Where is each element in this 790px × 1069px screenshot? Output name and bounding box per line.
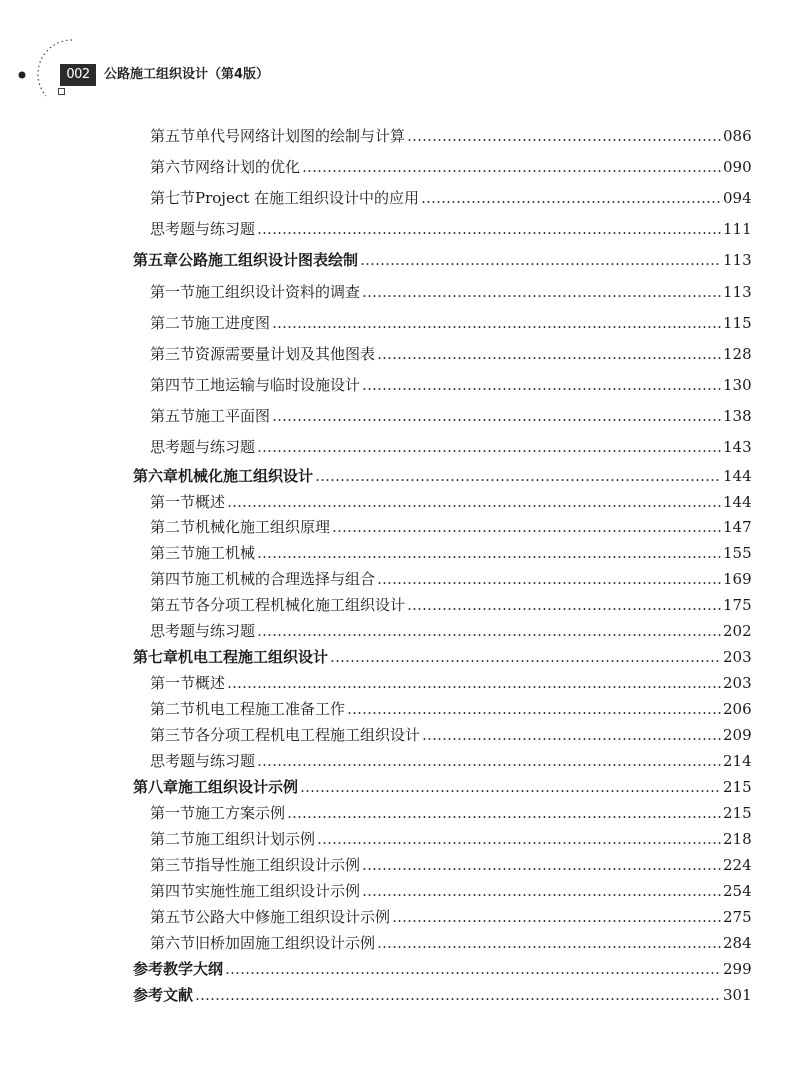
dot-leader	[362, 375, 721, 395]
toc-entry-title: 指导性施工组织设计示例	[195, 856, 361, 874]
toc-entry-page-number: 301	[723, 986, 752, 1004]
toc-entry-label: 第一节	[150, 804, 196, 822]
dot-leader	[332, 517, 721, 537]
toc-entry-title: 单代号网络计划图的绘制与计算	[195, 127, 406, 145]
toc-section-entry[interactable]	[150, 699, 751, 719]
header-ornament	[0, 0, 140, 110]
toc-entry-label: 第二节	[150, 518, 196, 536]
toc-entry-label: 第一节	[150, 493, 196, 511]
toc-entry-title: 施工组织设计资料的调查	[195, 283, 361, 301]
toc-entry-page-number: 115	[723, 314, 752, 332]
dot-leader	[227, 673, 721, 693]
toc-section-entry[interactable]	[150, 313, 751, 333]
dot-leader	[407, 595, 721, 615]
toc-section-entry[interactable]	[150, 126, 751, 146]
toc-entry-label: 第三节	[150, 726, 196, 744]
toc-entry-title: 施工进度图	[195, 314, 271, 332]
toc-entry-label: 第六节	[150, 934, 196, 952]
toc-entry-label: 第四节	[150, 376, 196, 394]
toc-entry-label: 第二节	[150, 314, 196, 332]
toc-entry-title: 思考题与练习题	[150, 220, 256, 238]
dot-leader	[347, 699, 721, 719]
toc-entry-title: 机械化施工组织原理	[195, 518, 331, 536]
toc-entry-title: 思考题与练习题	[150, 438, 256, 456]
dot-leader	[257, 437, 721, 457]
toc-chapter-entry[interactable]	[133, 985, 751, 1005]
toc-entry-label: 第五节	[150, 596, 196, 614]
toc-entry-page-number: 218	[723, 830, 752, 848]
toc-entry-title: 工地运输与临时设施设计	[195, 376, 361, 394]
toc-entry-page-number: 254	[723, 882, 752, 900]
toc-entry-title: 机械化施工组织设计	[178, 467, 314, 485]
toc-entry-title: 施工组织计划示例	[195, 830, 316, 848]
toc-entry-page-number: 203	[723, 674, 752, 692]
toc-section-entry[interactable]	[150, 725, 751, 745]
toc-entry-title: 机电工程施工准备工作	[195, 700, 346, 718]
toc-entry-page-number: 130	[723, 376, 752, 394]
dot-leader	[287, 803, 721, 823]
toc-entry-page-number: 113	[723, 251, 752, 269]
toc-entry-page-number: 144	[723, 493, 752, 511]
toc-entry-page-number: 203	[723, 648, 752, 666]
toc-entry-label: 第二节	[150, 830, 196, 848]
dot-leader	[377, 933, 721, 953]
toc-section-entry[interactable]	[150, 543, 751, 563]
toc-entry-title: 思考题与练习题	[150, 752, 256, 770]
toc-section-entry[interactable]	[150, 157, 751, 177]
toc-entry-title: 施工机械的合理选择与组合	[195, 570, 376, 588]
toc-section-entry[interactable]	[150, 569, 751, 589]
toc-entry-label: 第三节	[150, 345, 196, 363]
toc-entry-title: 资源需要量计划及其他图表	[195, 345, 376, 363]
toc-entry-label: 第五节	[150, 127, 196, 145]
toc-entry-title: 机电工程施工组织设计	[178, 648, 329, 666]
toc-section-entry[interactable]	[150, 219, 751, 239]
toc-entry-page-number: 144	[723, 467, 752, 485]
toc-entry-label: 第四节	[150, 570, 196, 588]
toc-entry-title: 施工方案示例	[195, 804, 286, 822]
toc-entry-label: 第七章	[133, 648, 179, 666]
dot-leader	[272, 313, 721, 333]
toc-entry-label: 第四节	[150, 882, 196, 900]
toc-section-entry[interactable]	[150, 406, 751, 426]
dot-leader	[360, 250, 721, 270]
toc-entry-title: 实施性施工组织设计示例	[195, 882, 361, 900]
toc-entry-title: 概述	[195, 493, 226, 511]
toc-entry-page-number: 169	[723, 570, 752, 588]
dot-leader	[362, 881, 721, 901]
toc-section-entry[interactable]	[150, 188, 751, 208]
toc-entry-title: 参考教学大纲	[133, 960, 224, 978]
toc-entry-title: 各分项工程机械化施工组织设计	[195, 596, 406, 614]
toc-entry-label: 第五节	[150, 407, 196, 425]
page-header	[0, 0, 790, 110]
toc-entry-page-number: 147	[723, 518, 752, 536]
dot-leader	[257, 543, 721, 563]
toc-entry-title: 施工组织设计示例	[178, 778, 299, 796]
toc-entry-page-number: 128	[723, 345, 752, 363]
toc-chapter-entry[interactable]	[133, 466, 751, 486]
dot-leader	[330, 647, 721, 667]
toc-section-entry[interactable]	[150, 829, 751, 849]
toc-section-entry[interactable]	[150, 803, 751, 823]
toc-entry-page-number: 214	[723, 752, 752, 770]
toc-entry-page-number: 175	[723, 596, 752, 614]
toc-chapter-entry[interactable]	[133, 959, 751, 979]
dot-leader	[392, 907, 721, 927]
toc-entry-label: 第一节	[150, 674, 196, 692]
toc-section-entry[interactable]	[150, 621, 751, 641]
toc-entry-page-number: 111	[723, 220, 752, 238]
dot-leader	[257, 751, 721, 771]
toc-entry-title: 施工平面图	[195, 407, 271, 425]
toc-entry-title: Project 在施工组织设计中的应用	[195, 189, 420, 207]
toc-section-entry[interactable]	[150, 517, 751, 537]
toc-entry-title: 各分项工程机电工程施工组织设计	[195, 726, 421, 744]
toc-section-entry[interactable]	[150, 282, 751, 302]
dot-leader	[257, 219, 721, 239]
toc-entry-title: 参考文献	[133, 986, 194, 1004]
toc-entry-label: 第三节	[150, 856, 196, 874]
dot-leader	[377, 569, 721, 589]
toc-entry-title: 公路大中修施工组织设计示例	[195, 908, 391, 926]
toc-entry-title: 网络计划的优化	[195, 158, 301, 176]
dot-leader	[195, 985, 721, 1005]
toc-entry-title: 公路施工组织设计图表绘制	[178, 251, 359, 269]
toc-entry-title: 旧桥加固施工组织设计示例	[195, 934, 376, 952]
toc-entry-page-number: 086	[723, 127, 752, 145]
toc-section-entry[interactable]	[150, 881, 751, 901]
dot-leader	[315, 466, 721, 486]
toc-section-entry[interactable]	[150, 751, 751, 771]
toc-entry-page-number: 215	[723, 804, 752, 822]
toc-entry-page-number: 155	[723, 544, 752, 562]
toc-entry-page-number: 090	[723, 158, 752, 176]
toc-chapter-entry[interactable]	[133, 777, 751, 797]
toc-chapter-entry[interactable]	[133, 250, 751, 270]
toc-chapter-entry[interactable]	[133, 647, 751, 667]
toc-entry-title: 概述	[195, 674, 226, 692]
toc-entry-page-number: 113	[723, 283, 752, 301]
toc-entry-label: 第五章	[133, 251, 179, 269]
dot-leader	[225, 959, 721, 979]
toc-entry-page-number: 215	[723, 778, 752, 796]
toc-section-entry[interactable]	[150, 344, 751, 364]
toc-entry-page-number: 209	[723, 726, 752, 744]
dot-leader	[272, 406, 721, 426]
toc-entry-label: 第六节	[150, 158, 196, 176]
toc-section-entry[interactable]	[150, 595, 751, 615]
dot-leader	[362, 855, 721, 875]
toc-entry-label: 第五节	[150, 908, 196, 926]
page-number: 002	[60, 64, 96, 86]
toc-entry-page-number: 299	[723, 960, 752, 978]
dot-leader	[377, 344, 721, 364]
dot-leader	[257, 621, 721, 641]
toc-entry-label: 第六章	[133, 467, 179, 485]
toc-entry-page-number: 284	[723, 934, 752, 952]
toc-entry-label: 第八章	[133, 778, 179, 796]
toc-entry-label: 第二节	[150, 700, 196, 718]
toc-section-entry[interactable]	[150, 492, 751, 512]
toc-entry-page-number: 138	[723, 407, 752, 425]
toc-section-entry[interactable]	[150, 907, 751, 927]
toc-entry-page-number: 224	[723, 856, 752, 874]
toc-section-entry[interactable]	[150, 933, 751, 953]
dot-leader	[407, 126, 721, 146]
toc-section-entry[interactable]	[150, 855, 751, 875]
toc-section-entry[interactable]	[150, 375, 751, 395]
toc-entry-page-number: 094	[723, 189, 752, 207]
toc-entry-page-number: 143	[723, 438, 752, 456]
dot-leader	[422, 725, 721, 745]
toc-entry-title: 思考题与练习题	[150, 622, 256, 640]
dot-leader	[362, 282, 721, 302]
dot-leader	[317, 829, 721, 849]
toc-entry-label: 第三节	[150, 544, 196, 562]
toc-entry-title: 施工机械	[195, 544, 256, 562]
toc-entry-page-number: 202	[723, 622, 752, 640]
dot-leader	[421, 188, 721, 208]
toc-section-entry[interactable]	[150, 673, 751, 693]
toc-entry-page-number: 206	[723, 700, 752, 718]
toc-entry-page-number: 275	[723, 908, 752, 926]
toc-section-entry[interactable]	[150, 437, 751, 457]
toc-entry-label: 第一节	[150, 283, 196, 301]
dot-leader	[302, 157, 721, 177]
running-head-title: 公路施工组织设计（第4版）	[104, 67, 270, 82]
dot-leader	[227, 492, 721, 512]
toc-entry-label: 第七节	[150, 189, 196, 207]
dot-leader	[300, 777, 721, 797]
